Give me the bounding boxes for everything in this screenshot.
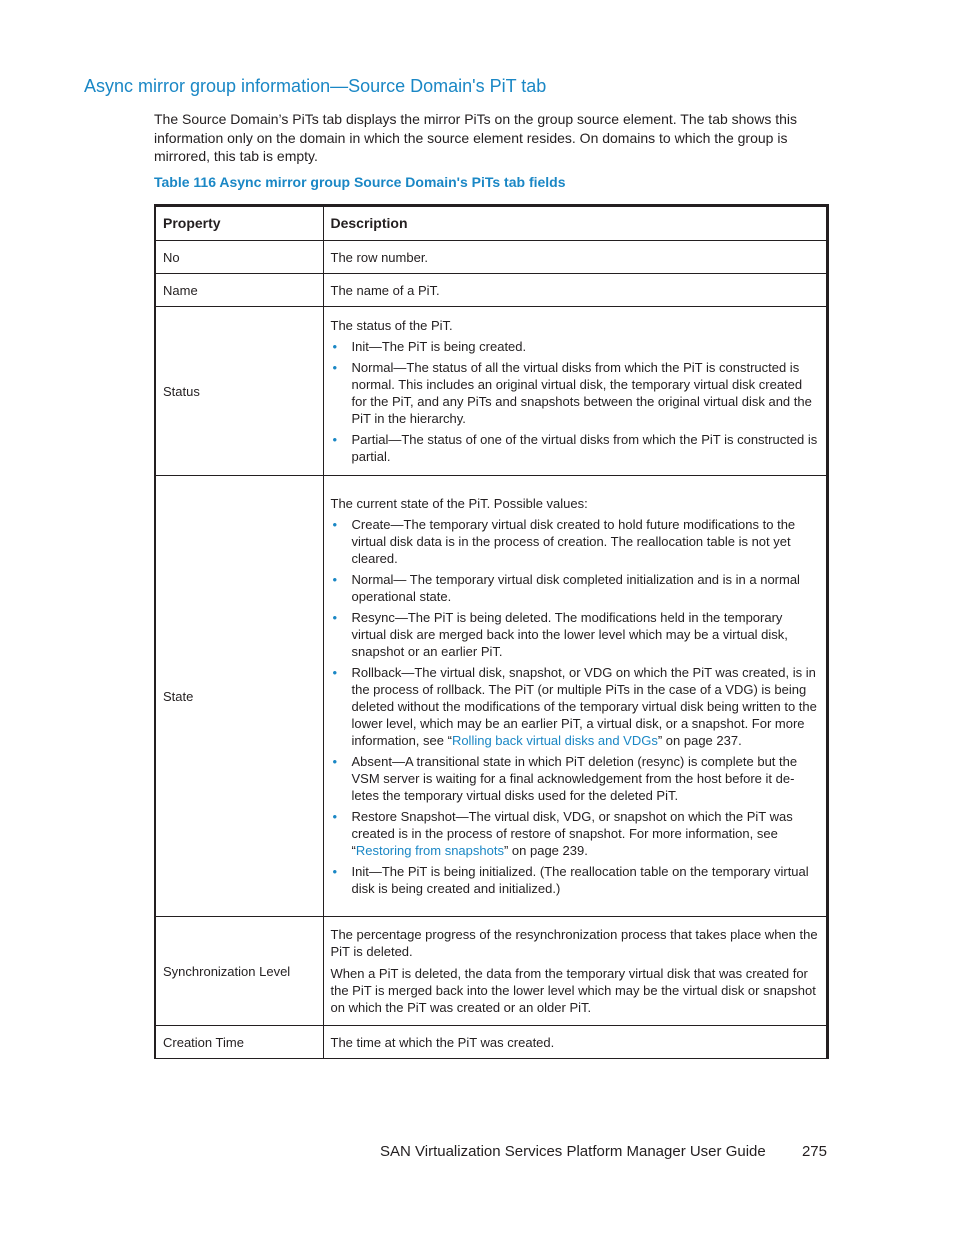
footer-title: SAN Virtualization Services Platform Manager User Guide	[380, 1143, 766, 1160]
page-number: 275	[801, 1143, 827, 1160]
property-cell: Status	[155, 307, 323, 476]
table-row	[155, 1026, 828, 1059]
table-row	[155, 917, 828, 1026]
state-list	[331, 516, 820, 897]
rolling-back-link[interactable]: Rolling back virtual disks and VDGs	[451, 733, 658, 748]
table-row	[155, 307, 828, 476]
property-cell: Name	[155, 274, 323, 307]
list-item: • Normal— The temporary virtual disk completed initialization and is in a normal operational state.	[331, 571, 820, 605]
description-cell: The time at which the PiT was created.	[323, 1026, 828, 1059]
list-item: • Create—The temporary virtual disk created to hold future modifications to the virtual disk data is in the process of creation. The reallocation table is not yet cleared.	[331, 516, 820, 567]
fields-table	[154, 204, 829, 1059]
property-cell: No	[155, 241, 323, 274]
header-property: Property	[155, 206, 323, 241]
table-row	[155, 274, 828, 307]
list-item: • Partial—The status of one of the virtual disks from which the PiT is constructed is partial.	[331, 431, 820, 465]
table-caption: Table 116 Async mirror group Source Domain's PiTs tab fields	[154, 174, 566, 190]
list-item: • Absent—A transitional state in which PiT deletion (resync) is complete but the VSM server is waiting for a final acknowledgement from the host before it de-letes the temporary virtual disks used for the deleted PiT.	[331, 753, 820, 804]
description-cell: The row number.	[323, 241, 828, 274]
list-item: • Normal—The status of all the virtual disks from which the PiT is constructed is normal. This includes an original virtual disk, the temporary virtual disk created for the PiT, and any PiTs and snapshots between the original virtual disk and the PiT in the hierarchy.	[331, 359, 820, 427]
intro-paragraph: The Source Domain’s PiTs tab displays the mirror PiTs on the group source element. The tab shows this information only on the domain in which the source element resides. On domains to which the group is mirrored, this tab is empty.	[154, 111, 798, 164]
list-item: • Init—The PiT is being initialized. (The reallocation table on the temporary virtual disk is being created and initialized.)	[331, 863, 820, 897]
description-cell	[323, 307, 828, 476]
table-header-row	[155, 206, 828, 241]
list-item	[331, 664, 820, 749]
rollback-suffix: ” on page 237.	[657, 733, 742, 748]
status-intro: The status of the PiT.	[330, 318, 453, 333]
list-item	[331, 808, 820, 859]
property-cell: Creation Time	[155, 1026, 323, 1059]
description-cell	[323, 917, 828, 1026]
restoring-snapshots-link[interactable]: Restoring from snapshots	[355, 843, 504, 858]
property-cell: Synchronization Level	[155, 917, 323, 1026]
state-intro: The current state of the PiT. Possible values:	[330, 496, 588, 511]
restore-text: Restore Snapshot—The virtual disk, VDG, or snapshot on which the PiT was created is in the process of restore of snapshot. For more information, see “	[351, 809, 793, 858]
section-title: Async mirror group information—Source Domain's PiT tab	[84, 76, 547, 96]
sync-paragraph-1: The percentage progress of the resynchronization process that takes place when the PiT is deleted.	[330, 927, 818, 959]
table-row	[155, 476, 828, 917]
description-cell	[323, 476, 828, 917]
property-cell: State	[155, 476, 323, 917]
list-item: • Init—The PiT is being created.	[331, 338, 820, 355]
list-item: • Resync—The PiT is being deleted. The modifications held in the temporary virtual disk are merged back into the lower level which may be a virtual disk, snapshot or an earlier PiT.	[331, 609, 820, 660]
status-list	[331, 338, 820, 465]
header-description: Description	[323, 206, 828, 241]
description-cell: The name of a PiT.	[323, 274, 828, 307]
sync-paragraph-2: When a PiT is deleted, the data from the temporary virtual disk that was created for the PiT is merged back into the lower level which may be the virtual disk or snapshot on which the PiT was created or an older PiT.	[330, 966, 816, 1015]
rollback-text: Rollback—The virtual disk, snapshot, or VDG on which the PiT was created, is in the process of rollback. The PiT (or multiple PiTs in the case of a VDG) is being deleted without the modifications of the temporary virtual disk being written to the lower level, which may be an earlier PiT, a virtual disk, or a snapshot. For more information, see “	[351, 665, 817, 748]
restore-suffix: ” on page 239.	[503, 843, 588, 858]
table-row	[155, 241, 828, 274]
